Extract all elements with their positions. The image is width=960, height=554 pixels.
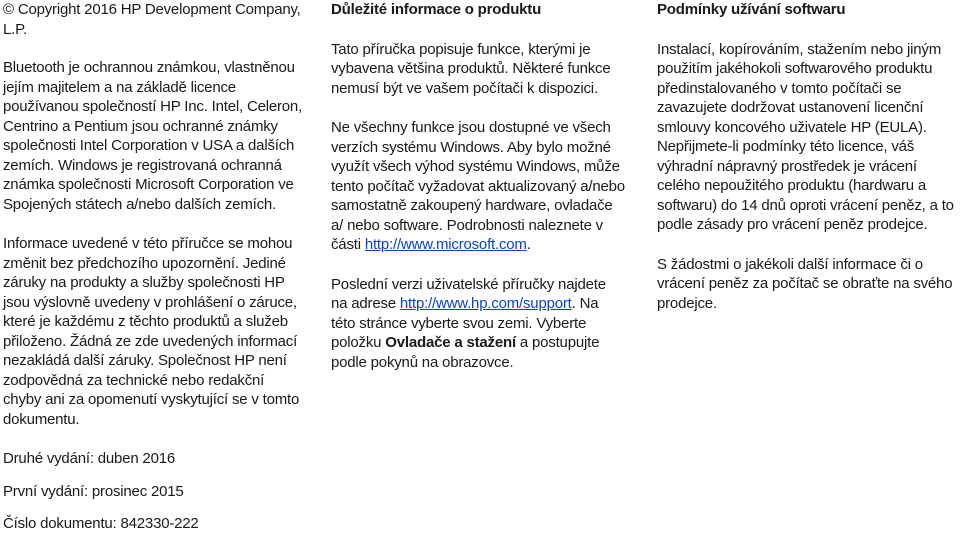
trademarks-paragraph: Bluetooth je ochrannou známkou, vlastněnou jejím majitelem a na základě licence používanou společností HP Inc. Intel, Celeron, Centrino a Pentium jsou ochranné známky společnosti Intel Corporation v USA a dalších zemích. Windows je registrovaná ochranná známka společnosti Microsoft Corporation ve Spojených státech a/nebo dalších zemích.	[3, 59, 303, 213]
product-info-paragraph-3-text-3: a postupujte podle pokynů na obrazovce.	[331, 334, 600, 371]
second-edition: Druhé vydání: duben 2016	[3, 450, 175, 467]
product-info-paragraph-2-text: Ne všechny funkce jsou dostupné ve všech verzích systému Windows. Aby bylo možné využít všech výhod systému Windows, může tento počítač vyžadovat aktualizovaný a/nebo samostatně zakoupený hardware, ovladače a/ nebo software. Podrobnosti naleznete v části	[331, 119, 625, 253]
drivers-downloads-label: Ovladače a stažení	[385, 334, 516, 351]
product-info-paragraph-2-end: .	[526, 236, 531, 253]
copyright-notice: © Copyright 2016 HP Development Company, L.P.	[3, 1, 301, 38]
product-info-heading: Důležité informace o produktu	[331, 1, 542, 18]
software-terms-column	[657, 0, 957, 333]
product-info-paragraph-3-text-1: Poslední verzi uživatelské příručky najdete na adrese	[331, 275, 606, 312]
first-edition: První vydání: prosinec 2015	[3, 482, 184, 500]
product-info-paragraph-3-text-2: . Na této stránce vyberte svou zemi. Vyberte položku	[331, 295, 599, 351]
hp-support-link[interactable]: http://www.hp.com/support	[399, 295, 572, 312]
product-info-column	[331, 0, 626, 392]
document-number: Číslo dokumentu: 842330-222	[3, 515, 199, 532]
software-terms-paragraph-2: S žádostmi o jakékoli další informace či o vrácení peněz za počítač se obraťte na svého prodejce.	[657, 255, 953, 312]
microsoft-link[interactable]: http://www.microsoft.com	[364, 236, 527, 253]
disclaimer-paragraph: Informace uvedené v této příručce se mohou změnit bez předchozího upozornění. Jediné záruky na produkty a služby společnosti HP jsou výslovně uvedeny v prohlášení o záruce, které je každému z těchto produktů a služeb přiloženo. Žádná ze zde uvedených informací nezakládá další záruky. Společnost HP není zodpovědná za technické nebo redakční chyby ani za opomenutí vyskytující se v tomto dokumentu.	[3, 235, 300, 428]
product-info-paragraph-3	[331, 275, 626, 373]
legal-column	[3, 0, 303, 554]
software-terms-heading: Podmínky užívání softwaru	[657, 1, 846, 18]
software-terms-paragraph-1: Instalací, kopírováním, stažením nebo jiným použitím jakéhokoli softwarového produktu předinstalovaného v tomto počítači se zavazujete dodržovat ustanovení licenční smlouvy koncového uživatele HP (EULA). Nepřijmete-li podmínky této licence, váš výhradní nápravný prostředek je vrácení celého nepoužitého produktu (hardwaru a softwaru) do 14 dnů oproti vrácení peněz, a to podle zásady pro vrácení peněz prodejce.	[657, 40, 954, 233]
product-info-paragraph-2	[331, 118, 626, 255]
product-info-paragraph-1: Tato příručka popisuje funkce, kterými je vybavena většina produktů. Některé funkce nemusí být ve vašem počítači k dispozici.	[331, 40, 611, 97]
